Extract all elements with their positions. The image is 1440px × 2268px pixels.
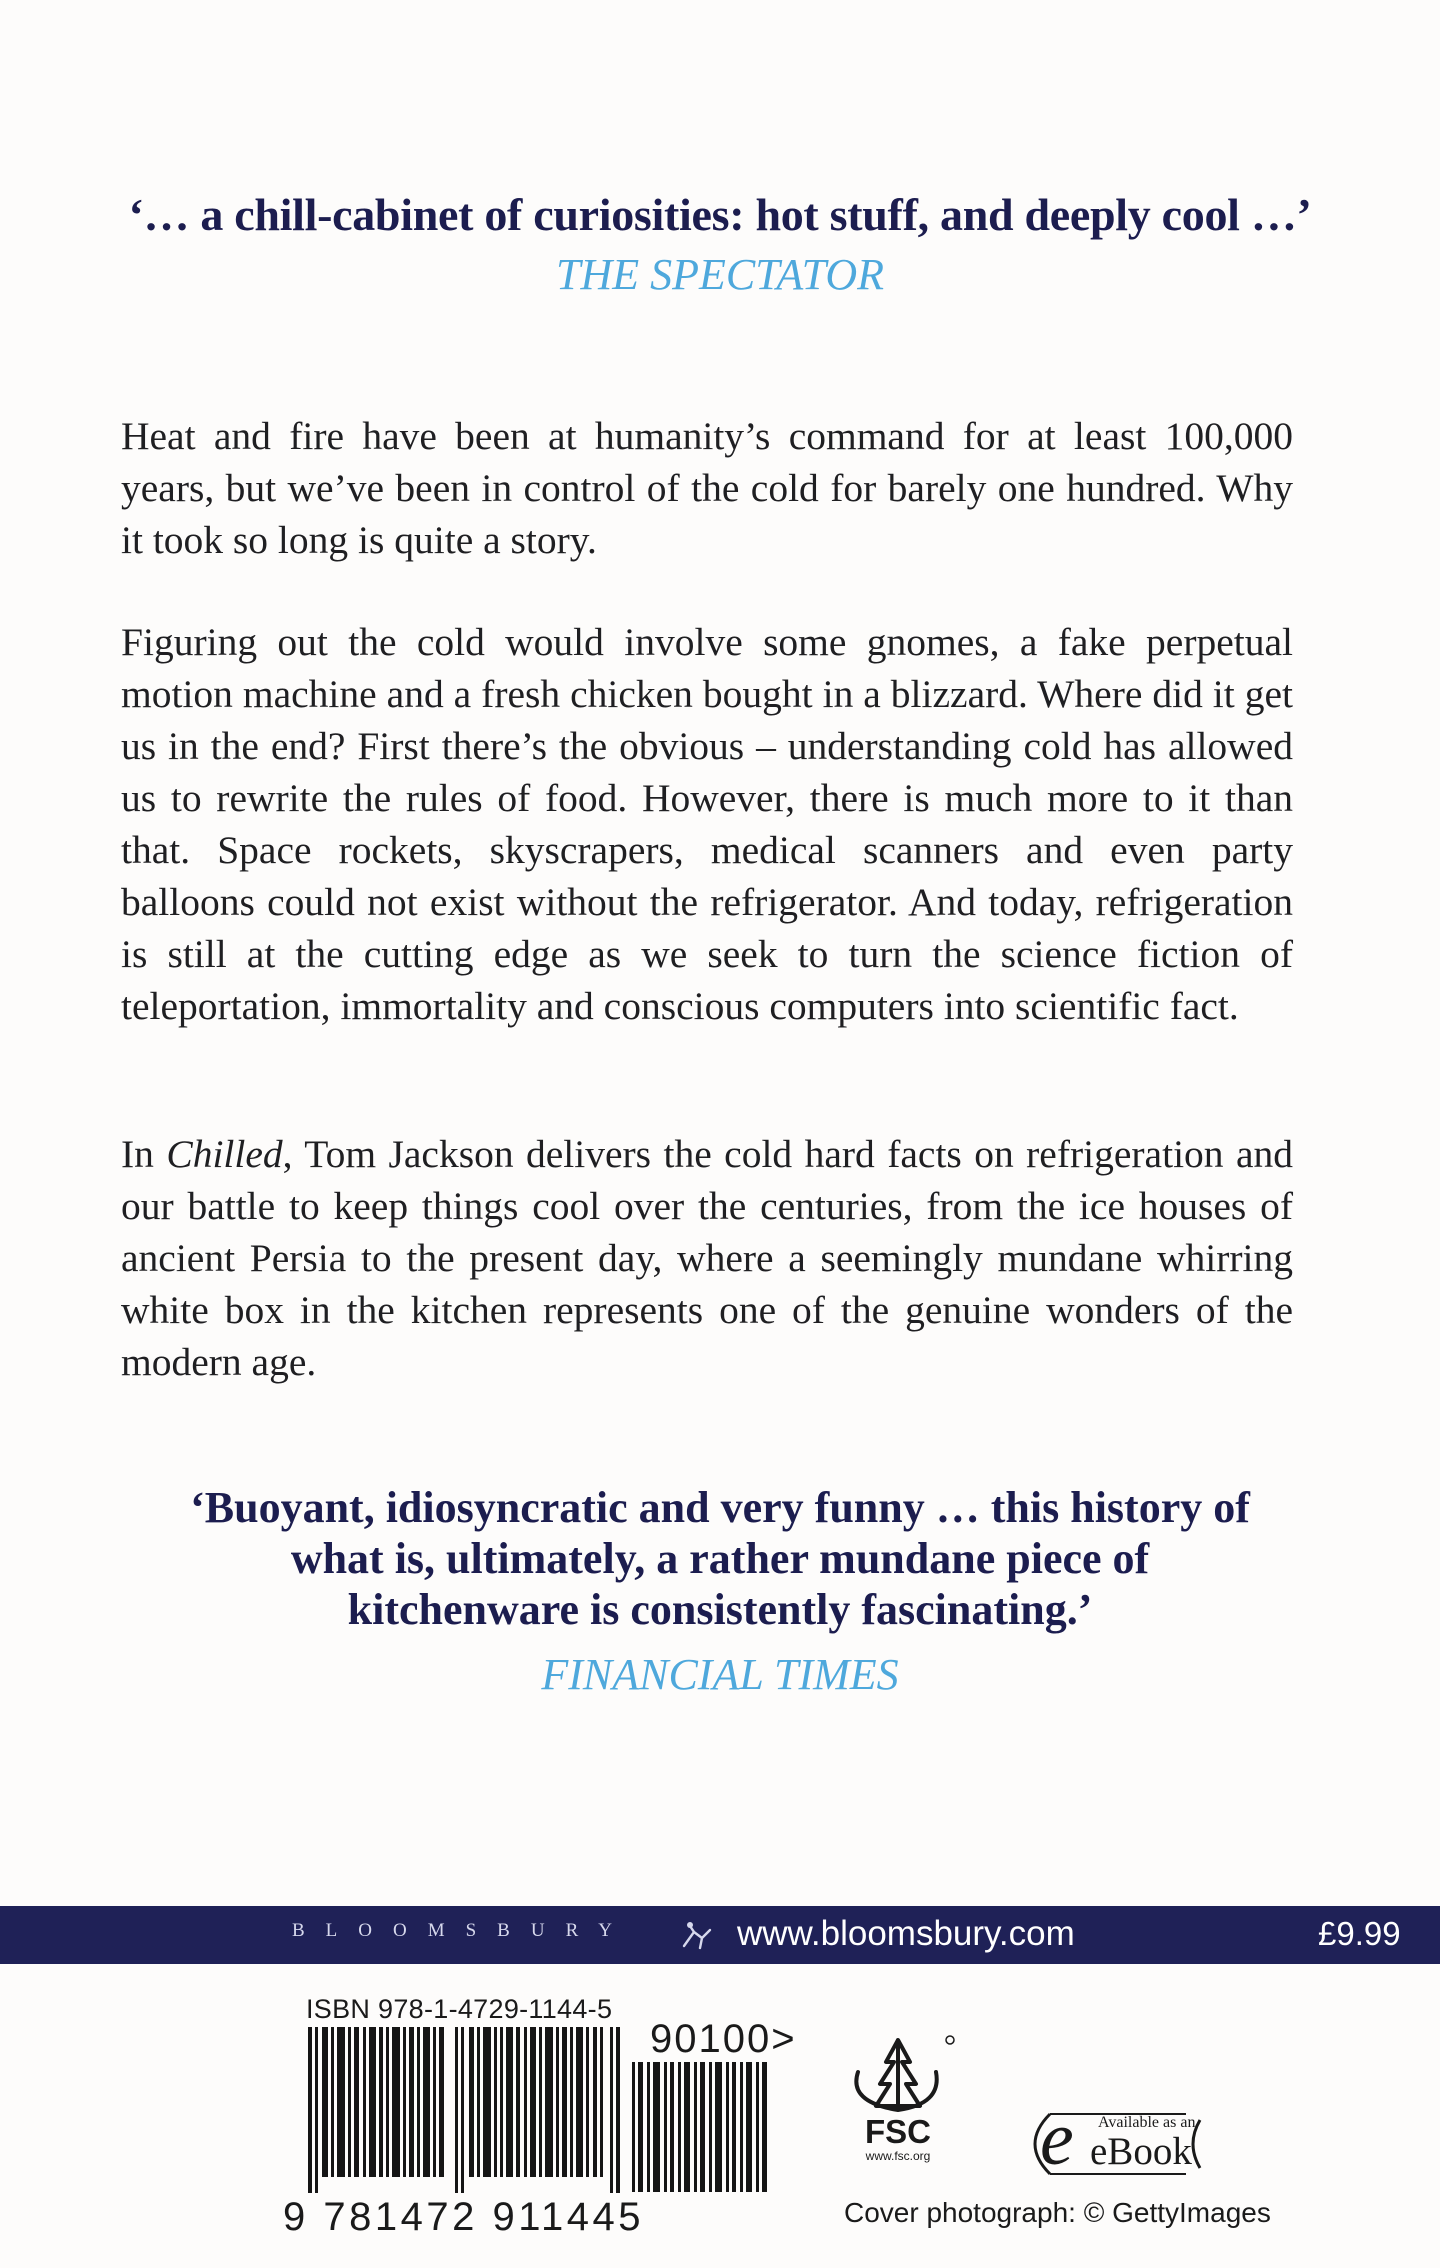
fsc-url: www.fsc.org: [865, 2149, 931, 2163]
bottom-review-quote: [0, 1482, 1440, 1635]
isbn-label: ISBN 978-1-4729-1144-5: [306, 1994, 613, 2024]
barcode-digits: 9 781472 911445: [283, 2195, 644, 2239]
cover-photo-credit: Cover photograph: © GettyImages: [844, 2197, 1271, 2228]
barcode-addon-digits: 90100>: [650, 2017, 797, 2061]
price-label: £9.99: [1318, 1915, 1401, 1952]
top-review-quote: ‘… a chill-cabinet of curiosities: hot stuff, and deeply cool …’: [128, 189, 1312, 240]
blurb-paragraph-3: [121, 1128, 1293, 1388]
ebook-e-glyph: e: [1040, 2097, 1074, 2181]
barcode-icon: [306, 2027, 624, 2193]
publisher-name: BLOOMSBURY: [292, 1920, 633, 1941]
blurb-paragraph-3-prefix: In: [121, 1132, 167, 1176]
ebook-label: eBook: [1090, 2130, 1192, 2173]
bloomsbury-logo-icon: [680, 1918, 714, 1952]
bottom-quote-line-3: kitchenware is consistently fascinating.’: [347, 1585, 1093, 1634]
publisher-website-link[interactable]: www.bloomsbury.com: [737, 1914, 1075, 1953]
ebook-available-text: Available as an: [1098, 2114, 1196, 2131]
bottom-quote-line-2: what is, ultimately, a rather mundane piece of: [290, 1534, 1150, 1583]
blurb-paragraph-1: Heat and fire have been at humanity’s command for at least 100,000 years, but we’ve been in control of the cold for barely one hundred. Why it took so long is quite a story.: [121, 414, 1293, 562]
bottom-quote-line-1: ‘Buoyant, idiosyncratic and very funny … this history of: [190, 1483, 1250, 1532]
fsc-label: FSC: [865, 2113, 931, 2150]
blurb-paragraph-3-rest: , Tom Jackson delivers the cold hard facts on refrigeration and our battle to keep things cool over the centuries, from the ice houses of ancient Persia to the present day, where a seemingly mundane whirring white box in the kitchen represents one of the genuine wonders of the modern age.: [121, 1132, 1294, 1384]
publisher-band: [0, 1906, 1440, 1964]
book-title: Chilled: [166, 1132, 283, 1176]
barcode-addon-icon: [628, 2062, 778, 2192]
blurb-paragraph-2: Figuring out the cold would involve some gnomes, a fake perpetual motion machine and a fresh chicken bought in a blizzard. Where did it get us in the end? First there’s the obvious – understanding cold has allowed us to rewrite the rules of food. However, there is much more to it than that. Space rockets, skyscrapers, medical scanners and even party balloons could not exist without the refrigerator. And today, refrigeration is still at the cutting edge as we seek to turn the science fiction of teleportation, immortality and conscious computers into scientific fact.: [121, 620, 1293, 1028]
top-review-source: THE SPECTATOR: [555, 250, 884, 299]
bottom-review-source: FINANCIAL TIMES: [541, 1650, 899, 1699]
